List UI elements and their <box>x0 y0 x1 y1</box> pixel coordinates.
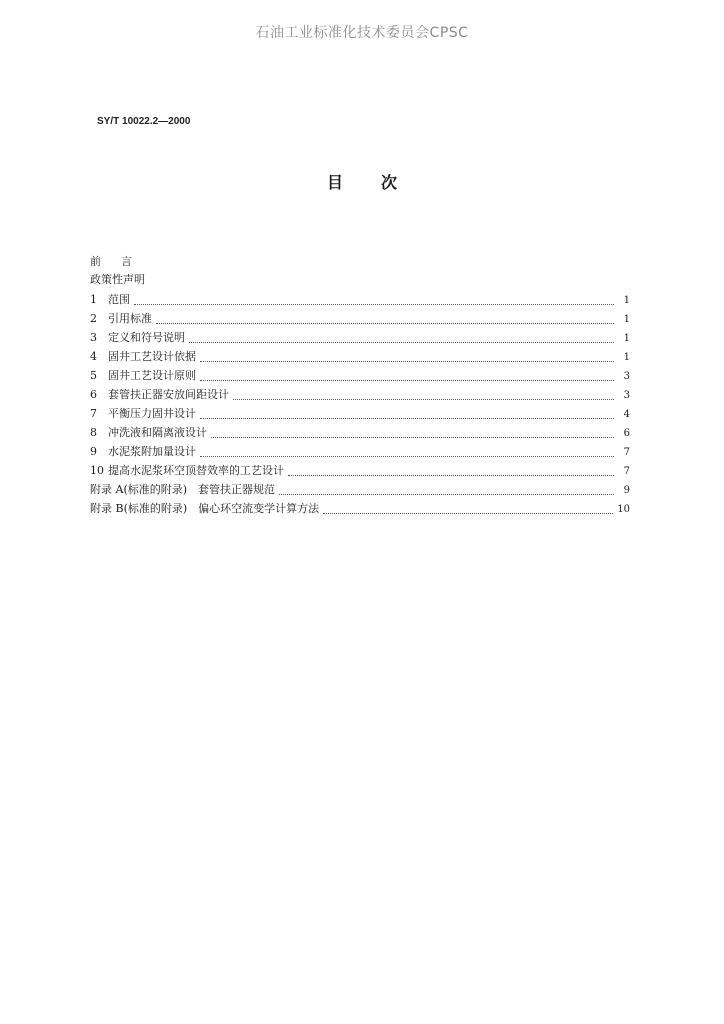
dot-leader <box>156 323 614 324</box>
toc-entry-page: 9 <box>623 485 630 496</box>
toc-entry-number: 9 <box>90 445 97 458</box>
toc-entry-title: 固井工艺设计依据 <box>108 350 196 363</box>
toc-entry-number: 7 <box>90 407 97 420</box>
toc-entry-page: 1 <box>623 314 630 325</box>
dot-leader <box>200 456 614 457</box>
toc-entry-page: 10 <box>617 504 630 515</box>
dot-leader <box>134 304 614 305</box>
dot-leader <box>279 494 614 495</box>
dot-leader <box>200 361 614 362</box>
toc-entry <box>90 290 630 309</box>
toc-title: 目次 <box>326 173 435 192</box>
toc-entry-number: 10 <box>90 464 104 477</box>
policy-statement-entry: 政策性声明 <box>90 273 145 286</box>
toc-entry-page: 3 <box>623 371 630 382</box>
toc-entry-title: 水泥浆附加量设计 <box>108 445 196 458</box>
toc-entry-title: 定义和符号说明 <box>108 331 185 344</box>
dot-leader <box>200 380 614 381</box>
toc-entry-title: 范围 <box>108 293 130 306</box>
toc-entry-number: 5 <box>90 369 97 382</box>
toc-entry <box>90 366 630 385</box>
front-matter <box>90 253 152 289</box>
watermark-header: 石油工业标准化技术委员会CPSC <box>255 25 469 41</box>
toc-entry-appendix <box>90 499 630 518</box>
toc-entry <box>90 347 630 366</box>
toc-entry-page: 3 <box>623 390 630 401</box>
toc-entry <box>90 461 630 480</box>
toc-list <box>90 290 630 518</box>
toc-entry-title: 附录 B(标准的附录) 偏心环空流变学计算方法 <box>90 502 320 515</box>
toc-entry <box>90 404 630 423</box>
toc-entry-number: 2 <box>90 312 97 325</box>
toc-entry-number: 8 <box>90 426 97 439</box>
toc-entry-page: 1 <box>623 352 630 363</box>
toc-entry-title: 平衡压力固井设计 <box>108 407 196 420</box>
toc-entry-page: 7 <box>623 466 630 477</box>
toc-entry <box>90 328 630 347</box>
toc-entry-title: 引用标准 <box>108 312 152 325</box>
dot-leader <box>211 437 614 438</box>
dot-leader <box>233 399 614 400</box>
toc-entry <box>90 385 630 404</box>
dot-leader <box>200 418 614 419</box>
standard-code: SY/T 10022.2—2000 <box>97 116 191 127</box>
toc-entry-page: 1 <box>623 295 630 306</box>
toc-entry-number: 1 <box>90 293 97 306</box>
toc-entry <box>90 442 630 461</box>
toc-entry-number: 6 <box>90 388 97 401</box>
toc-entry-title: 冲洗液和隔离液设计 <box>108 426 207 439</box>
toc-entry-title: 套管扶正器安放间距设计 <box>108 388 229 401</box>
toc-entry-page: 1 <box>623 333 630 344</box>
toc-entry <box>90 423 630 442</box>
dot-leader <box>323 513 613 514</box>
toc-entry <box>90 309 630 328</box>
toc-entry-page: 4 <box>623 409 630 420</box>
toc-entry-page: 6 <box>623 428 630 439</box>
foreword-entry: 前言 <box>90 255 152 268</box>
toc-entry-title: 附录 A(标准的附录) 套管扶正器规范 <box>90 483 276 496</box>
toc-entry-number: 4 <box>90 350 97 363</box>
dot-leader <box>288 475 614 476</box>
toc-entry-page: 7 <box>623 447 630 458</box>
toc-entry-title: 固井工艺设计原则 <box>108 369 196 382</box>
toc-entry-title: 提高水泥浆环空顶替效率的工艺设计 <box>108 464 284 477</box>
toc-entry-appendix <box>90 480 630 499</box>
toc-entry-number: 3 <box>90 331 97 344</box>
dot-leader <box>189 342 614 343</box>
